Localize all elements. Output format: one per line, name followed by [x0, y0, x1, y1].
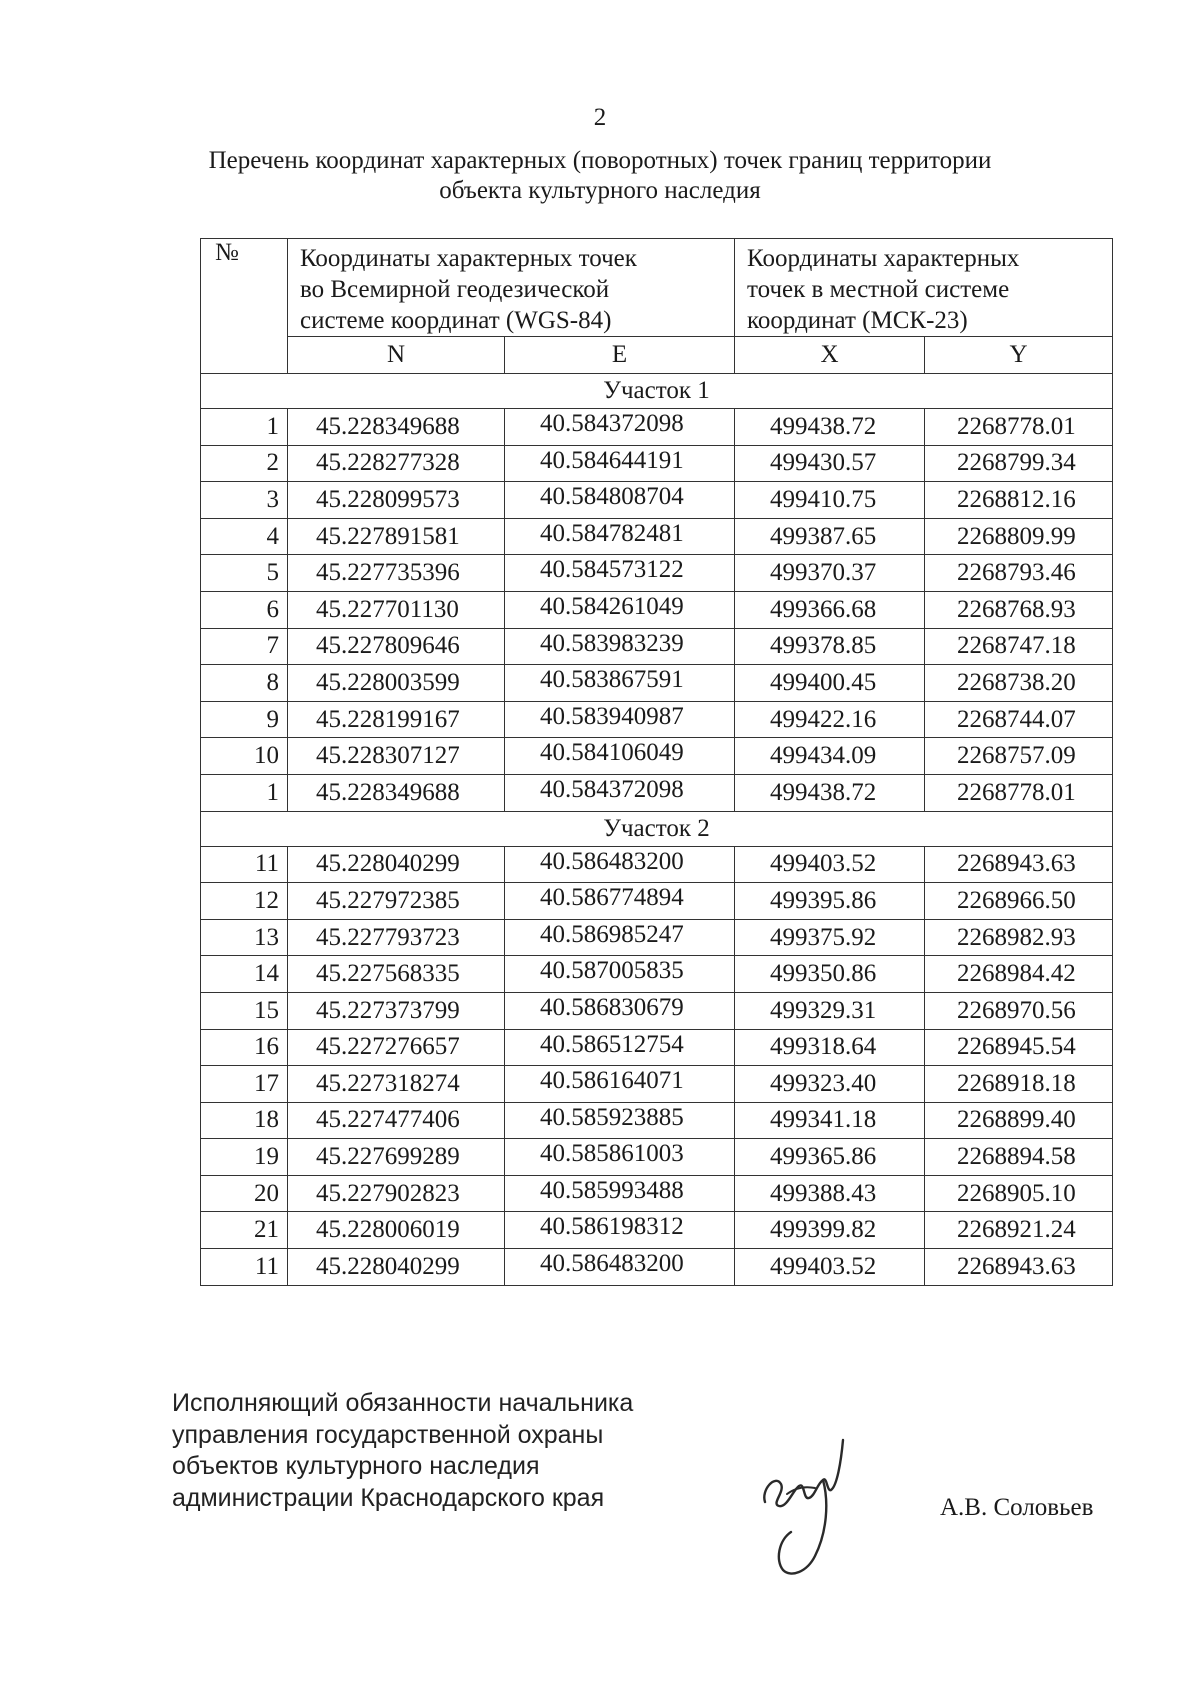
x-coordinate-cell: 499434.09: [735, 738, 925, 775]
x-coordinate-cell: 499341.18: [735, 1102, 925, 1139]
table-header-row: [201, 239, 1113, 337]
point-number-cell: 15: [201, 992, 288, 1029]
table-row: [201, 409, 1113, 446]
table-row: [201, 591, 1113, 628]
section-title: Участок 1: [201, 374, 1113, 409]
n-coordinate-cell: 45.227701130: [288, 591, 505, 628]
x-coordinate-cell: 499422.16: [735, 701, 925, 738]
n-coordinate-cell: 45.227891581: [288, 518, 505, 555]
point-number-cell: 21: [201, 1212, 288, 1249]
point-number-cell: 14: [201, 956, 288, 993]
table-row: [201, 1175, 1113, 1212]
number-column-header: №: [201, 239, 288, 374]
n-column-header: N: [288, 337, 505, 374]
y-coordinate-cell: 2268918.18: [925, 1066, 1113, 1103]
y-coordinate-cell: 2268945.54: [925, 1029, 1113, 1066]
e-coordinate-cell: 40.584372098: [505, 774, 735, 811]
header-line: координат (МСК-23): [747, 307, 968, 334]
n-coordinate-cell: 45.228307127: [288, 738, 505, 775]
e-coordinate-cell: 40.585993488: [505, 1175, 735, 1212]
signer-position-line: управления государственной охраны: [172, 1420, 604, 1449]
n-coordinate-cell: 45.228199167: [288, 701, 505, 738]
x-coordinate-cell: 499399.82: [735, 1212, 925, 1249]
n-coordinate-cell: 45.227699289: [288, 1139, 505, 1176]
y-coordinate-cell: 2268966.50: [925, 883, 1113, 920]
n-coordinate-cell: 45.228277328: [288, 445, 505, 482]
title-line-1: Перечень координат характерных (поворотных) точек границ территории: [208, 147, 992, 174]
point-number-cell: 3: [201, 482, 288, 519]
n-coordinate-cell: 45.228006019: [288, 1212, 505, 1249]
e-coordinate-cell: 40.583940987: [505, 701, 735, 738]
section-row: [201, 374, 1113, 409]
point-number-cell: 13: [201, 919, 288, 956]
y-coordinate-cell: 2268799.34: [925, 445, 1113, 482]
x-coordinate-cell: 499388.43: [735, 1175, 925, 1212]
x-coordinate-cell: 499403.52: [735, 1249, 925, 1286]
e-coordinate-cell: 40.586830679: [505, 992, 735, 1029]
table-row: [201, 1029, 1113, 1066]
table-row: [201, 482, 1113, 519]
x-coordinate-cell: 499430.57: [735, 445, 925, 482]
signer-position-line: Исполняющий обязанности начальника: [172, 1389, 634, 1417]
x-coordinate-cell: 499403.52: [735, 846, 925, 883]
y-coordinate-cell: 2268982.93: [925, 919, 1113, 956]
n-coordinate-cell: 45.227735396: [288, 555, 505, 592]
x-coordinate-cell: 499387.65: [735, 518, 925, 555]
y-coordinate-cell: 2268921.24: [925, 1212, 1113, 1249]
x-coordinate-cell: 499365.86: [735, 1139, 925, 1176]
x-coordinate-cell: 499378.85: [735, 628, 925, 665]
y-coordinate-cell: 2268778.01: [925, 409, 1113, 446]
y-coordinate-cell: 2268757.09: [925, 738, 1113, 775]
header-line: точек в местной системе: [747, 276, 1010, 303]
x-coordinate-cell: 499438.72: [735, 409, 925, 446]
table-row: [201, 1102, 1113, 1139]
e-coordinate-cell: 40.586774894: [505, 883, 735, 920]
y-coordinate-cell: 2268905.10: [925, 1175, 1113, 1212]
handwritten-signature: [757, 1432, 867, 1582]
table-body: [201, 374, 1113, 1286]
table-row: [201, 665, 1113, 702]
y-coordinate-cell: 2268744.07: [925, 701, 1113, 738]
table-row: [201, 846, 1113, 883]
x-coordinate-cell: 499400.45: [735, 665, 925, 702]
point-number-cell: 6: [201, 591, 288, 628]
point-number-cell: 10: [201, 738, 288, 775]
n-coordinate-cell: 45.228099573: [288, 482, 505, 519]
x-coordinate-cell: 499375.92: [735, 919, 925, 956]
n-coordinate-cell: 45.227276657: [288, 1029, 505, 1066]
y-coordinate-cell: 2268899.40: [925, 1102, 1113, 1139]
y-coordinate-cell: 2268943.63: [925, 1249, 1113, 1286]
y-coordinate-cell: 2268793.46: [925, 555, 1113, 592]
signer-position-line: администрации Краснодарского края: [172, 1483, 605, 1512]
e-coordinate-cell: 40.585923885: [505, 1102, 735, 1139]
e-coordinate-cell: 40.583983239: [505, 628, 735, 665]
point-number-cell: 9: [201, 701, 288, 738]
point-number-cell: 11: [201, 846, 288, 883]
n-coordinate-cell: 45.227318274: [288, 1066, 505, 1103]
table-row: [201, 628, 1113, 665]
x-coordinate-cell: 499350.86: [735, 956, 925, 993]
e-coordinate-cell: 40.584573122: [505, 555, 735, 592]
e-coordinate-cell: 40.584782481: [505, 518, 735, 555]
point-number-cell: 16: [201, 1029, 288, 1066]
table-row: [201, 1066, 1113, 1103]
coordinates-table: [200, 238, 1113, 1286]
n-coordinate-cell: 45.228003599: [288, 665, 505, 702]
table-row: [201, 1212, 1113, 1249]
point-number-cell: 18: [201, 1102, 288, 1139]
page-number: 2: [593, 104, 607, 131]
x-coordinate-cell: 499366.68: [735, 591, 925, 628]
n-coordinate-cell: 45.227568335: [288, 956, 505, 993]
document-title: [150, 146, 1050, 206]
signer-position: [172, 1388, 712, 1514]
title-line-2: объекта культурного наследия: [439, 177, 761, 204]
table-row: [201, 445, 1113, 482]
y-coordinate-cell: 2268984.42: [925, 956, 1113, 993]
e-coordinate-cell: 40.583867591: [505, 665, 735, 702]
n-coordinate-cell: 45.227902823: [288, 1175, 505, 1212]
x-coordinate-cell: 499395.86: [735, 883, 925, 920]
section-title: Участок 2: [201, 811, 1113, 846]
n-coordinate-cell: 45.227972385: [288, 883, 505, 920]
y-coordinate-cell: 2268738.20: [925, 665, 1113, 702]
e-coordinate-cell: 40.584644191: [505, 445, 735, 482]
point-number-cell: 12: [201, 883, 288, 920]
signer-position-line: объектов культурного наследия: [172, 1452, 540, 1480]
n-coordinate-cell: 45.228040299: [288, 1249, 505, 1286]
point-number-cell: 1: [201, 774, 288, 811]
point-number-cell: 20: [201, 1175, 288, 1212]
y-coordinate-cell: 2268747.18: [925, 628, 1113, 665]
table-row: [201, 701, 1113, 738]
n-coordinate-cell: 45.227373799: [288, 992, 505, 1029]
e-coordinate-cell: 40.584261049: [505, 591, 735, 628]
point-number-cell: 4: [201, 518, 288, 555]
y-coordinate-cell: 2268943.63: [925, 846, 1113, 883]
wgs-84-column-header: [288, 239, 735, 337]
y-coordinate-cell: 2268970.56: [925, 992, 1113, 1029]
n-coordinate-cell: 45.227477406: [288, 1102, 505, 1139]
table-row: [201, 1139, 1113, 1176]
e-coordinate-cell: 40.587005835: [505, 956, 735, 993]
header-line: Координаты характерных точек: [300, 245, 637, 272]
header-line: Координаты характерных: [747, 245, 1020, 272]
signer-name: А.В. Соловьев: [940, 1494, 1094, 1521]
e-coordinate-cell: 40.585861003: [505, 1139, 735, 1176]
table-row: [201, 774, 1113, 811]
point-number-cell: 19: [201, 1139, 288, 1176]
y-coordinate-cell: 2268809.99: [925, 518, 1113, 555]
table-row: [201, 555, 1113, 592]
table-subheader-row: [201, 337, 1113, 374]
point-number-cell: 5: [201, 555, 288, 592]
e-coordinate-cell: 40.586483200: [505, 1249, 735, 1286]
table-row: [201, 919, 1113, 956]
point-number-cell: 1: [201, 409, 288, 446]
y-coordinate-cell: 2268768.93: [925, 591, 1113, 628]
e-coordinate-cell: 40.586985247: [505, 919, 735, 956]
x-coordinate-cell: 499410.75: [735, 482, 925, 519]
n-coordinate-cell: 45.228349688: [288, 774, 505, 811]
e-coordinate-cell: 40.586164071: [505, 1066, 735, 1103]
e-coordinate-cell: 40.584808704: [505, 482, 735, 519]
e-coordinate-cell: 40.584372098: [505, 409, 735, 446]
n-coordinate-cell: 45.227809646: [288, 628, 505, 665]
e-coordinate-cell: 40.586483200: [505, 846, 735, 883]
n-coordinate-cell: 45.228349688: [288, 409, 505, 446]
e-coordinate-cell: 40.584106049: [505, 738, 735, 775]
y-coordinate-cell: 2268778.01: [925, 774, 1113, 811]
table-row: [201, 992, 1113, 1029]
y-column-header: Y: [925, 337, 1113, 374]
header-line: системе координат (WGS-84): [300, 307, 612, 334]
point-number-cell: 7: [201, 628, 288, 665]
y-coordinate-cell: 2268894.58: [925, 1139, 1113, 1176]
y-coordinate-cell: 2268812.16: [925, 482, 1113, 519]
x-coordinate-cell: 499329.31: [735, 992, 925, 1029]
x-coordinate-cell: 499438.72: [735, 774, 925, 811]
section-row: [201, 811, 1113, 846]
n-coordinate-cell: 45.227793723: [288, 919, 505, 956]
msk-23-column-header: [735, 239, 1113, 337]
point-number-cell: 11: [201, 1249, 288, 1286]
header-line: во Всемирной геодезической: [300, 276, 610, 303]
point-number-cell: 17: [201, 1066, 288, 1103]
x-column-header: X: [735, 337, 925, 374]
table-row: [201, 956, 1113, 993]
x-coordinate-cell: 499323.40: [735, 1066, 925, 1103]
point-number-cell: 2: [201, 445, 288, 482]
table-row: [201, 883, 1113, 920]
e-coordinate-cell: 40.586198312: [505, 1212, 735, 1249]
table-row: [201, 518, 1113, 555]
e-coordinate-cell: 40.586512754: [505, 1029, 735, 1066]
x-coordinate-cell: 499370.37: [735, 555, 925, 592]
table-row: [201, 738, 1113, 775]
x-coordinate-cell: 499318.64: [735, 1029, 925, 1066]
point-number-cell: 8: [201, 665, 288, 702]
n-coordinate-cell: 45.228040299: [288, 846, 505, 883]
e-column-header: E: [505, 337, 735, 374]
table-row: [201, 1249, 1113, 1286]
